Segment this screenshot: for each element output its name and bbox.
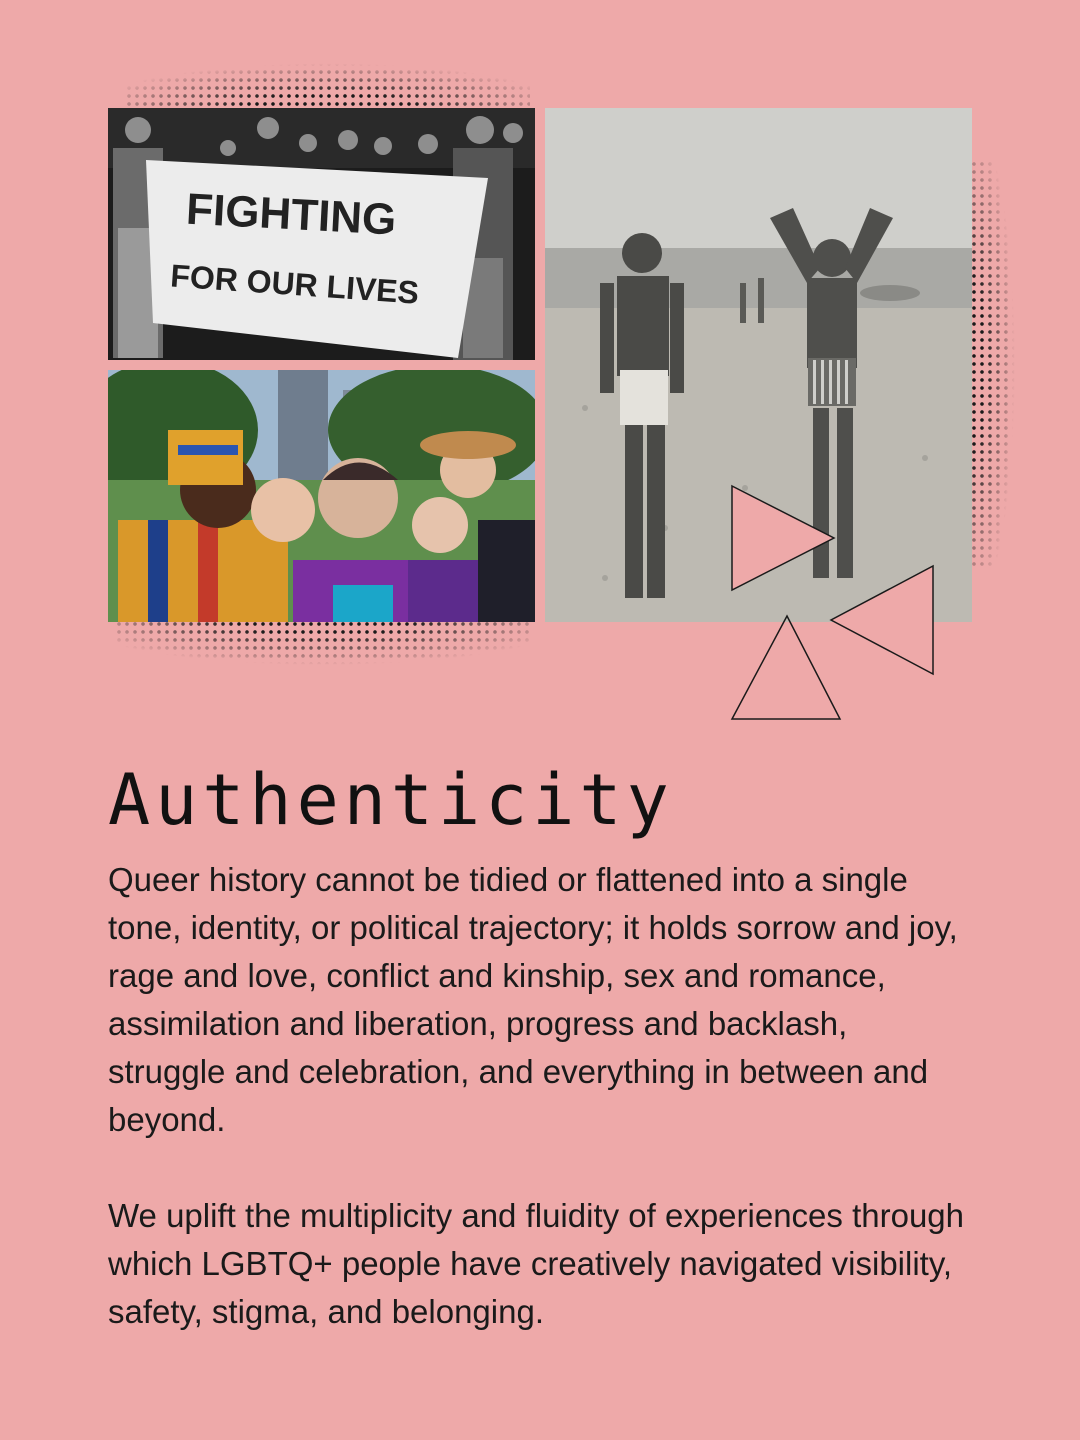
beach-vintage-photo — [545, 108, 972, 622]
banner-text-line2: FOR OUR LIVES — [169, 257, 421, 311]
halftone-dots-bottom — [115, 620, 530, 676]
body-paragraph-2: We uplift the multiplicity and fluidity of experiences through which LGBTQ+ people have creatively navigated visibility, safety, stigma, and belonging. — [108, 1197, 965, 1330]
triangle-pointing-up — [732, 616, 840, 719]
page-title: Authenticity — [108, 759, 674, 841]
halftone-dots-top — [125, 52, 530, 110]
body-paragraph-1: Queer history cannot be tidied or flattened into a single tone, identity, or political trajectory; it holds sorrow and joy, rage and love, conflict and kinship, sex and romance, assimilation and liberation, progress and backlash, struggle and celebration, and everything in between and beyond. — [108, 861, 958, 1138]
pride-group-photo — [108, 370, 535, 622]
banner-text-line1: FIGHTING — [185, 184, 398, 245]
protest-banner-photo — [108, 108, 535, 360]
halftone-dots-right — [970, 160, 1026, 570]
